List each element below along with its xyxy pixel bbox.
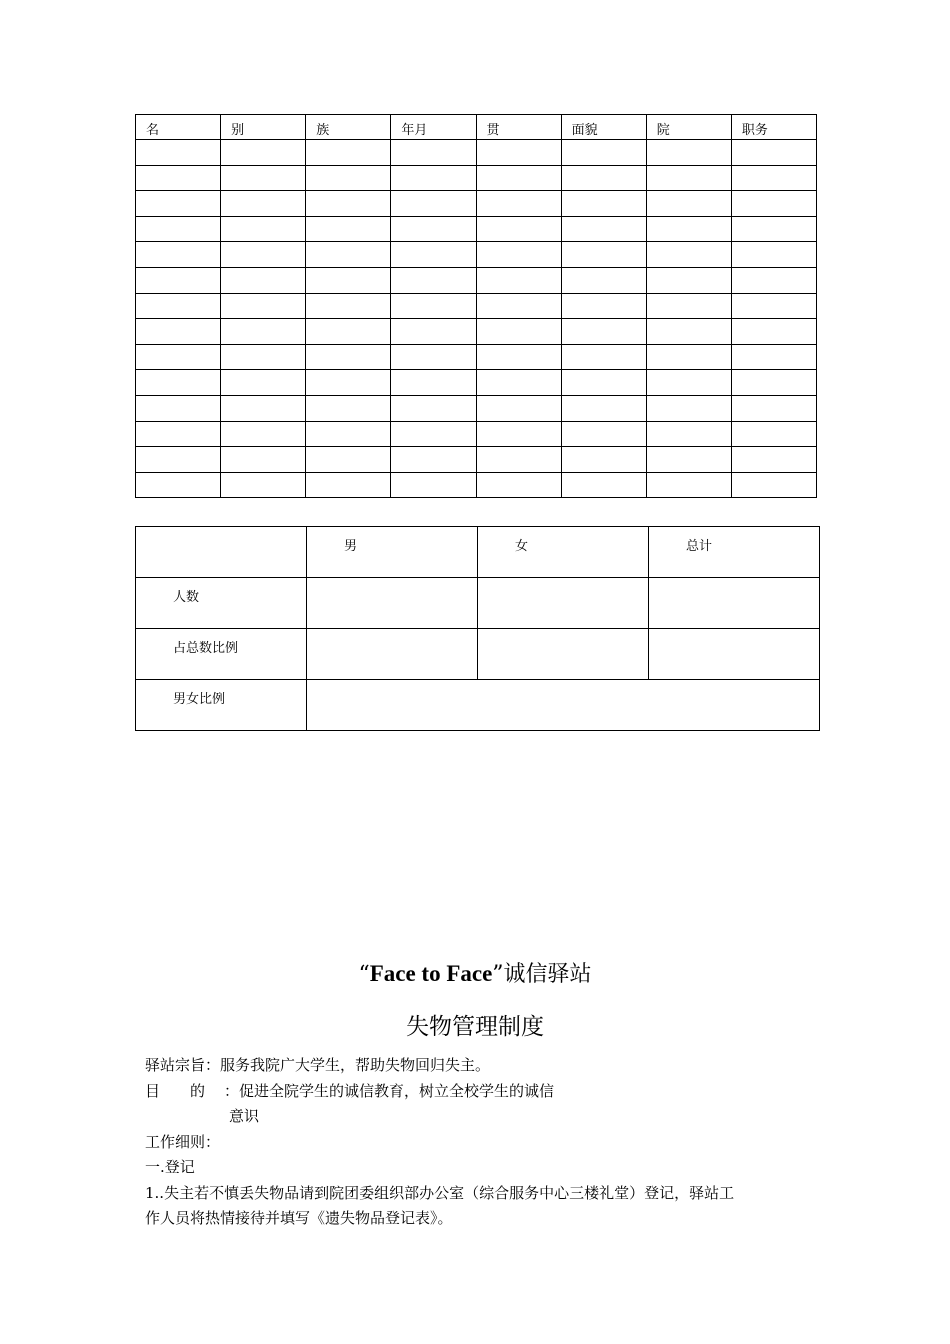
member-table-cell bbox=[391, 165, 476, 191]
member-table-cell bbox=[561, 191, 646, 217]
stats-header-male: 男 bbox=[307, 527, 478, 578]
member-table-cell bbox=[731, 140, 816, 166]
member-table-cell bbox=[646, 165, 731, 191]
station-purpose-line: 驿站宗旨：服务我院广大学生，帮助失物回归失主。 bbox=[145, 1056, 491, 1074]
member-table-cell bbox=[391, 344, 476, 370]
member-table-row bbox=[136, 319, 817, 345]
member-table-cell bbox=[646, 242, 731, 268]
member-table-cell bbox=[136, 191, 221, 217]
stats-row-percentage bbox=[136, 629, 820, 680]
member-table-cell bbox=[136, 472, 221, 498]
member-table-cell bbox=[561, 447, 646, 473]
member-table-cell bbox=[476, 267, 561, 293]
member-table-cell bbox=[391, 370, 476, 396]
member-table-cell bbox=[221, 242, 306, 268]
stats-cell-total-percentage bbox=[649, 629, 820, 680]
member-table-cell bbox=[731, 165, 816, 191]
member-table-row bbox=[136, 267, 817, 293]
member-table-row bbox=[136, 370, 817, 396]
member-table-cell bbox=[136, 344, 221, 370]
member-table-cell bbox=[306, 344, 391, 370]
member-table-cell bbox=[136, 319, 221, 345]
member-table-cell bbox=[646, 421, 731, 447]
member-table-cell bbox=[731, 447, 816, 473]
member-table-cell bbox=[221, 140, 306, 166]
member-table-row bbox=[136, 472, 817, 498]
stats-header-female: 女 bbox=[478, 527, 649, 578]
member-table-cell bbox=[306, 267, 391, 293]
goal-label: 目 的 bbox=[145, 1082, 206, 1100]
member-table-row bbox=[136, 447, 817, 473]
stats-cell-female-percentage bbox=[478, 629, 649, 680]
member-table-cell bbox=[306, 421, 391, 447]
member-table-cell bbox=[646, 140, 731, 166]
item-one-line1: 1..失主若不慎丢失物品请到院团委组织部办公室（综合服务中心三楼礼堂）登记，驿站工 bbox=[145, 1184, 735, 1202]
member-table-cell bbox=[136, 447, 221, 473]
member-table-cell bbox=[136, 421, 221, 447]
member-table-cell bbox=[476, 395, 561, 421]
member-table-cell bbox=[476, 472, 561, 498]
member-table-cell bbox=[476, 370, 561, 396]
member-table-cell bbox=[731, 267, 816, 293]
member-table-cell bbox=[221, 191, 306, 217]
member-table-cell bbox=[476, 447, 561, 473]
member-table-cell bbox=[646, 216, 731, 242]
document-title bbox=[0, 957, 950, 988]
member-table-row bbox=[136, 165, 817, 191]
member-table-cell bbox=[391, 191, 476, 217]
member-table-cell bbox=[476, 421, 561, 447]
member-table-cell bbox=[731, 395, 816, 421]
member-table-cell bbox=[136, 267, 221, 293]
member-table-row bbox=[136, 293, 817, 319]
member-table-cell bbox=[646, 370, 731, 396]
member-table-cell bbox=[221, 319, 306, 345]
member-table-cell bbox=[391, 447, 476, 473]
member-table-cell bbox=[476, 344, 561, 370]
member-table-cell bbox=[561, 395, 646, 421]
stats-row-ratio bbox=[136, 680, 820, 731]
member-table-cell bbox=[731, 344, 816, 370]
member-table-cell bbox=[476, 293, 561, 319]
member-table-cell bbox=[646, 319, 731, 345]
member-table-cell bbox=[391, 140, 476, 166]
member-table-cell bbox=[306, 395, 391, 421]
member-table-cell bbox=[391, 421, 476, 447]
member-table-cell bbox=[221, 447, 306, 473]
member-table-cell bbox=[221, 293, 306, 319]
member-table-cell bbox=[476, 242, 561, 268]
member-table-cell bbox=[561, 370, 646, 396]
member-table-cell bbox=[136, 293, 221, 319]
member-table-cell bbox=[306, 216, 391, 242]
member-table-cell bbox=[646, 472, 731, 498]
member-table-cell bbox=[561, 293, 646, 319]
member-table-cell bbox=[391, 395, 476, 421]
member-table-cell bbox=[646, 267, 731, 293]
member-table-cell bbox=[561, 267, 646, 293]
member-table-cell bbox=[731, 242, 816, 268]
member-table-cell bbox=[561, 165, 646, 191]
item-one-line2: 作人员将热情接待并填写《遗失物品登记表》。 bbox=[145, 1209, 453, 1227]
member-table-cell bbox=[731, 319, 816, 345]
member-table-cell bbox=[646, 293, 731, 319]
stats-header-total: 总计 bbox=[649, 527, 820, 578]
stats-cell-total-count bbox=[649, 578, 820, 629]
member-table-cell bbox=[221, 344, 306, 370]
member-table-cell bbox=[561, 344, 646, 370]
title-english: Face to Face bbox=[369, 961, 493, 986]
stats-label-count: 人数 bbox=[136, 578, 307, 629]
goal-colon: ： bbox=[224, 1082, 240, 1100]
stats-label-ratio: 男女比例 bbox=[136, 680, 307, 731]
goal-line bbox=[145, 1081, 554, 1101]
member-table-cell bbox=[306, 447, 391, 473]
member-table-cell bbox=[136, 395, 221, 421]
member-table-cell bbox=[391, 319, 476, 345]
stats-cell-male-count bbox=[307, 578, 478, 629]
header-cell-birth-date: 年月 bbox=[391, 115, 476, 140]
header-cell-political-status: 面貌 bbox=[561, 115, 646, 140]
goal-text-continuation: 意识 bbox=[229, 1107, 260, 1125]
member-table-cell bbox=[731, 421, 816, 447]
member-table-cell bbox=[561, 216, 646, 242]
member-table-cell bbox=[221, 421, 306, 447]
member-table-cell bbox=[136, 140, 221, 166]
header-cell-native-place: 贯 bbox=[476, 115, 561, 140]
member-table-cell bbox=[306, 293, 391, 319]
member-table-cell bbox=[391, 267, 476, 293]
header-cell-college: 院 bbox=[646, 115, 731, 140]
member-table-cell bbox=[306, 242, 391, 268]
member-table-cell bbox=[476, 319, 561, 345]
header-cell-position: 职务 bbox=[731, 115, 816, 140]
document-subtitle: 失物管理制度 bbox=[406, 1014, 544, 1040]
member-table-cell bbox=[731, 370, 816, 396]
member-table-cell bbox=[646, 447, 731, 473]
member-table-cell bbox=[646, 344, 731, 370]
member-table-cell bbox=[476, 165, 561, 191]
member-table-cell bbox=[306, 140, 391, 166]
member-table-cell bbox=[731, 293, 816, 319]
member-table-cell bbox=[561, 140, 646, 166]
member-table-row bbox=[136, 242, 817, 268]
goal-text: 促进全院学生的诚信教育，树立全校学生的诚信 bbox=[239, 1082, 555, 1100]
member-table-cell bbox=[136, 242, 221, 268]
member-table-cell bbox=[476, 191, 561, 217]
stats-row-count bbox=[136, 578, 820, 629]
member-table-cell bbox=[391, 242, 476, 268]
member-table-cell bbox=[136, 216, 221, 242]
header-cell-name: 名 bbox=[136, 115, 221, 140]
stats-header-row bbox=[136, 527, 820, 578]
header-cell-gender: 别 bbox=[221, 115, 306, 140]
member-table-cell bbox=[476, 140, 561, 166]
member-table-cell bbox=[221, 216, 306, 242]
member-table-cell bbox=[561, 472, 646, 498]
member-table-cell bbox=[561, 421, 646, 447]
member-table-cell bbox=[646, 395, 731, 421]
member-table-cell bbox=[731, 191, 816, 217]
member-table-cell bbox=[391, 293, 476, 319]
member-info-table bbox=[135, 114, 817, 498]
member-table-cell bbox=[306, 191, 391, 217]
member-table-row bbox=[136, 140, 817, 166]
title-open-quote: “ bbox=[358, 962, 370, 987]
header-cell-ethnicity: 族 bbox=[306, 115, 391, 140]
member-table-row bbox=[136, 344, 817, 370]
member-table-row bbox=[136, 421, 817, 447]
member-table-header-row bbox=[136, 115, 817, 140]
member-table-cell bbox=[731, 216, 816, 242]
member-table-cell bbox=[561, 319, 646, 345]
member-table-cell bbox=[136, 165, 221, 191]
rules-heading: 工作细则： bbox=[145, 1133, 221, 1151]
member-table-row bbox=[136, 216, 817, 242]
member-table-cell bbox=[221, 370, 306, 396]
section-one-heading: 一.登记 bbox=[145, 1158, 195, 1176]
member-table-cell bbox=[731, 472, 816, 498]
member-table-row bbox=[136, 395, 817, 421]
member-table-cell bbox=[306, 319, 391, 345]
member-table-cell bbox=[646, 191, 731, 217]
stats-corner-cell bbox=[136, 527, 307, 578]
member-table-cell bbox=[136, 370, 221, 396]
member-table-cell bbox=[306, 165, 391, 191]
member-table-row bbox=[136, 191, 817, 217]
member-table-cell bbox=[221, 267, 306, 293]
member-table-cell bbox=[391, 216, 476, 242]
stats-label-percentage: 占总数比例 bbox=[136, 629, 307, 680]
member-table-cell bbox=[221, 395, 306, 421]
stats-cell-male-percentage bbox=[307, 629, 478, 680]
member-table-cell bbox=[306, 472, 391, 498]
stats-cell-female-count bbox=[478, 578, 649, 629]
gender-stats-table bbox=[135, 526, 820, 731]
member-table-cell bbox=[476, 216, 561, 242]
member-table-cell bbox=[221, 165, 306, 191]
member-table-cell bbox=[561, 242, 646, 268]
title-suffix: ”诚信驿站 bbox=[492, 962, 592, 987]
stats-cell-ratio bbox=[307, 680, 820, 731]
member-table-cell bbox=[221, 472, 306, 498]
member-table-cell bbox=[391, 472, 476, 498]
member-table-cell bbox=[306, 370, 391, 396]
